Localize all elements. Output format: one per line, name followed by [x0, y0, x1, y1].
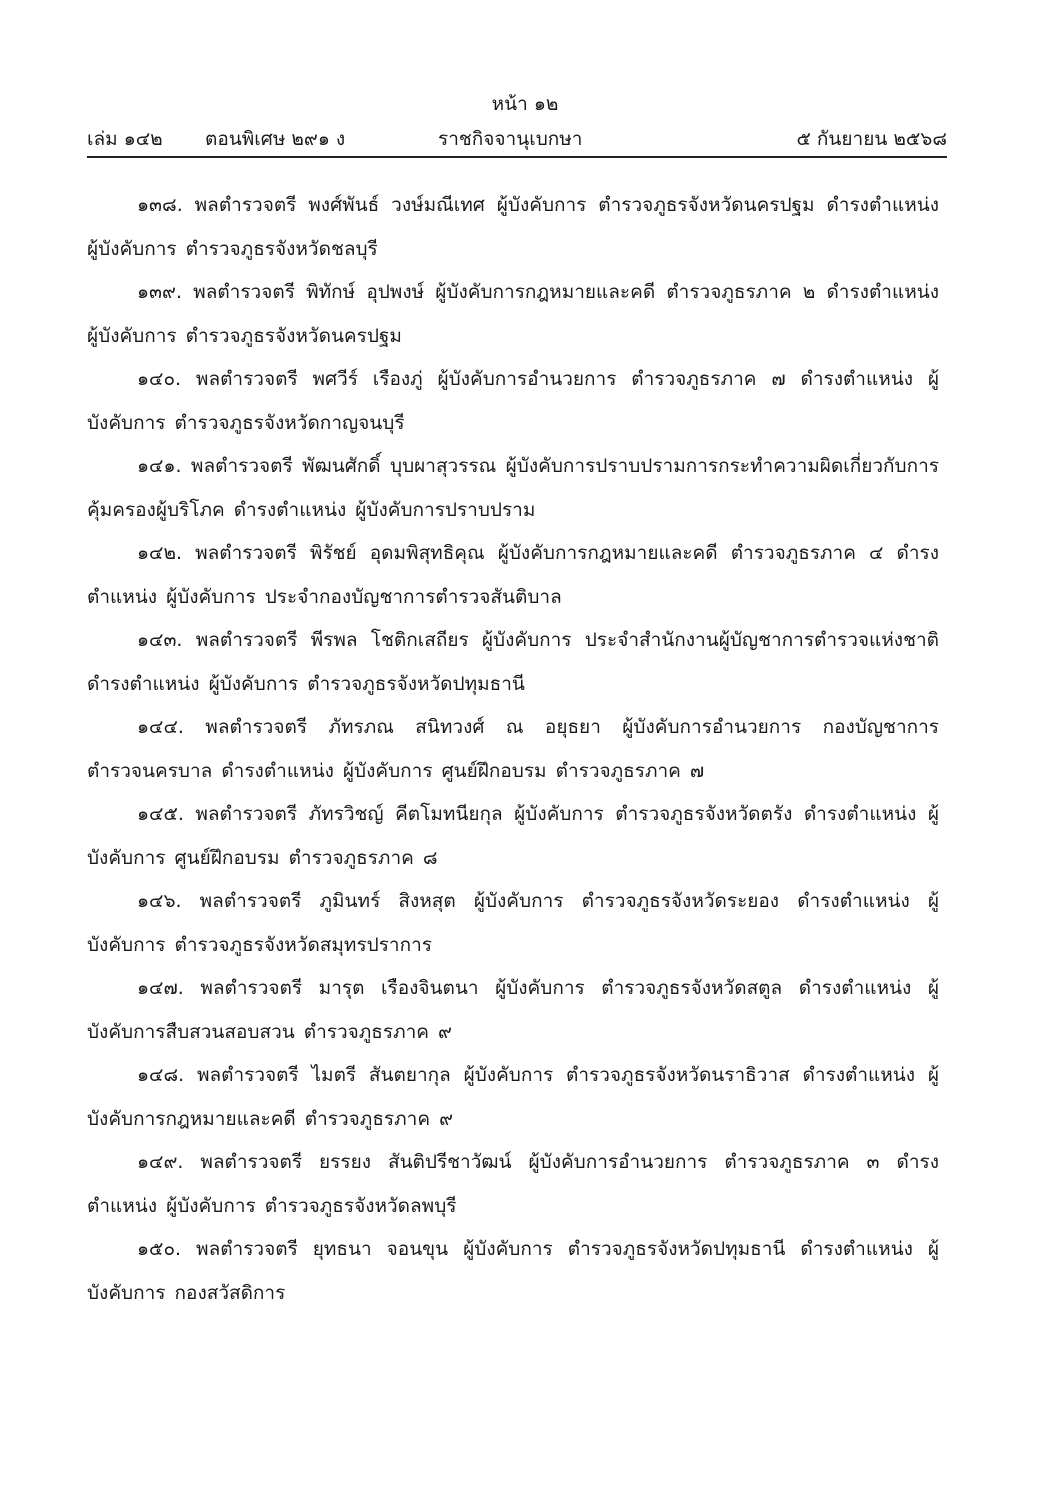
appointment-entry: ๑๔๐. พลตำรวจตรี พศวีร์ เรืองภู่ ผู้บังคับการอำนวยการ ตำรวจภูธรภาค ๗ ดำรงตำแหน่ง ผู้บังคับการ ตำรวจภูธรจังหวัดกาญจนบุรี	[87, 368, 939, 434]
appointment-entry: ๑๔๔. พลตำรวจตรี ภัทรภณ สนิทวงศ์ ณ อยุธยา ผู้บังคับการอำนวยการ กองบัญชาการตำรวจนครบาล ดำรงตำแหน่ง ผู้บังคับการ ศูนย์ฝึกอบรม ตำรวจภูธรภาค ๗	[87, 716, 939, 782]
gazette-header	[87, 126, 947, 156]
appointment-entry: ๑๔๒. พลตำรวจตรี พิรัชย์ อุดมพิสุทธิคุณ ผู้บังคับการกฎหมายและคดี ตำรวจภูธรภาค ๔ ดำรงตำแหน่ง ผู้บังคับการ ประจำกองบัญชาการตำรวจสันติบาล	[87, 542, 939, 608]
header-divider	[87, 156, 947, 158]
appointment-entry: ๑๓๘. พลตำรวจตรี พงศ์พันธ์ วงษ์มณีเทศ ผู้บังคับการ ตำรวจภูธรจังหวัดนครปฐม ดำรงตำแหน่ง ผู้บังคับการ ตำรวจภูธรจังหวัดชลบุรี	[87, 194, 939, 260]
appointment-entry: ๑๔๗. พลตำรวจตรี มารุต เรืองจินตนา ผู้บังคับการ ตำรวจภูธรจังหวัดสตูล ดำรงตำแหน่ง ผู้บังคับการสืบสวนสอบสวน ตำรวจภูธรภาค ๙	[87, 977, 939, 1043]
issue-label: ตอนพิเศษ ๒๙๑ ง	[205, 128, 346, 150]
page-number: หน้า ๑๒	[491, 93, 559, 115]
appointment-entry: ๑๔๓. พลตำรวจตรี พีรพล โชติกเสถียร ผู้บังคับการ ประจำสำนักงานผู้บัญชาการตำรวจแห่งชาติ ดำรงตำแหน่ง ผู้บังคับการ ตำรวจภูธรจังหวัดปทุมธานี	[87, 629, 939, 695]
appointment-entry: ๑๔๙. พลตำรวจตรี ยรรยง สันติปรีชาวัฒน์ ผู้บังคับการอำนวยการ ตำรวจภูธรภาค ๓ ดำรงตำแหน่ง ผู้บังคับการ ตำรวจภูธรจังหวัดลพบุรี	[87, 1151, 939, 1217]
appointment-entry: ๑๕๐. พลตำรวจตรี ยุทธนา จอนขุน ผู้บังคับการ ตำรวจภูธรจังหวัดปทุมธานี ดำรงตำแหน่ง ผู้บังคับการ กองสวัสดิการ	[87, 1238, 939, 1304]
appointment-entry: ๑๓๙. พลตำรวจตรี พิทักษ์ อุปพงษ์ ผู้บังคับการกฎหมายและคดี ตำรวจภูธรภาค ๒ ดำรงตำแหน่ง ผู้บังคับการ ตำรวจภูธรจังหวัดนครปฐม	[87, 281, 939, 347]
appointment-entry: ๑๔๕. พลตำรวจตรี ภัทรวิชญ์ คีตโมทนียกุล ผู้บังคับการ ตำรวจภูธรจังหวัดตรัง ดำรงตำแหน่ง ผู้บังคับการ ศูนย์ฝึกอบรม ตำรวจภูธรภาค ๘	[87, 803, 939, 869]
gazette-title: ราชกิจจานุเบกษา	[438, 128, 583, 150]
appointment-entry: ๑๔๑. พลตำรวจตรี พัฒนศักดิ์ บุบผาสุวรรณ ผู้บังคับการปราบปรามการกระทำความผิดเกี่ยวกับการคุ้มครองผู้บริโภค ดำรงตำแหน่ง ผู้บังคับการปราบปราม	[87, 455, 939, 521]
volume-label: เล่ม ๑๔๒	[87, 128, 163, 150]
appointment-list	[87, 184, 939, 1315]
appointment-entry: ๑๔๘. พลตำรวจตรี ไมตรี สันตยากุล ผู้บังคับการ ตำรวจภูธรจังหวัดนราธิวาส ดำรงตำแหน่ง ผู้บังคับการกฎหมายและคดี ตำรวจภูธรภาค ๙	[87, 1064, 939, 1130]
publication-date: ๕ กันยายน ๒๕๖๘	[796, 128, 947, 150]
appointment-entry: ๑๔๖. พลตำรวจตรี ภูมินทร์ สิงหสุต ผู้บังคับการ ตำรวจภูธรจังหวัดระยอง ดำรงตำแหน่ง ผู้บังคับการ ตำรวจภูธรจังหวัดสมุทรปราการ	[87, 890, 939, 956]
